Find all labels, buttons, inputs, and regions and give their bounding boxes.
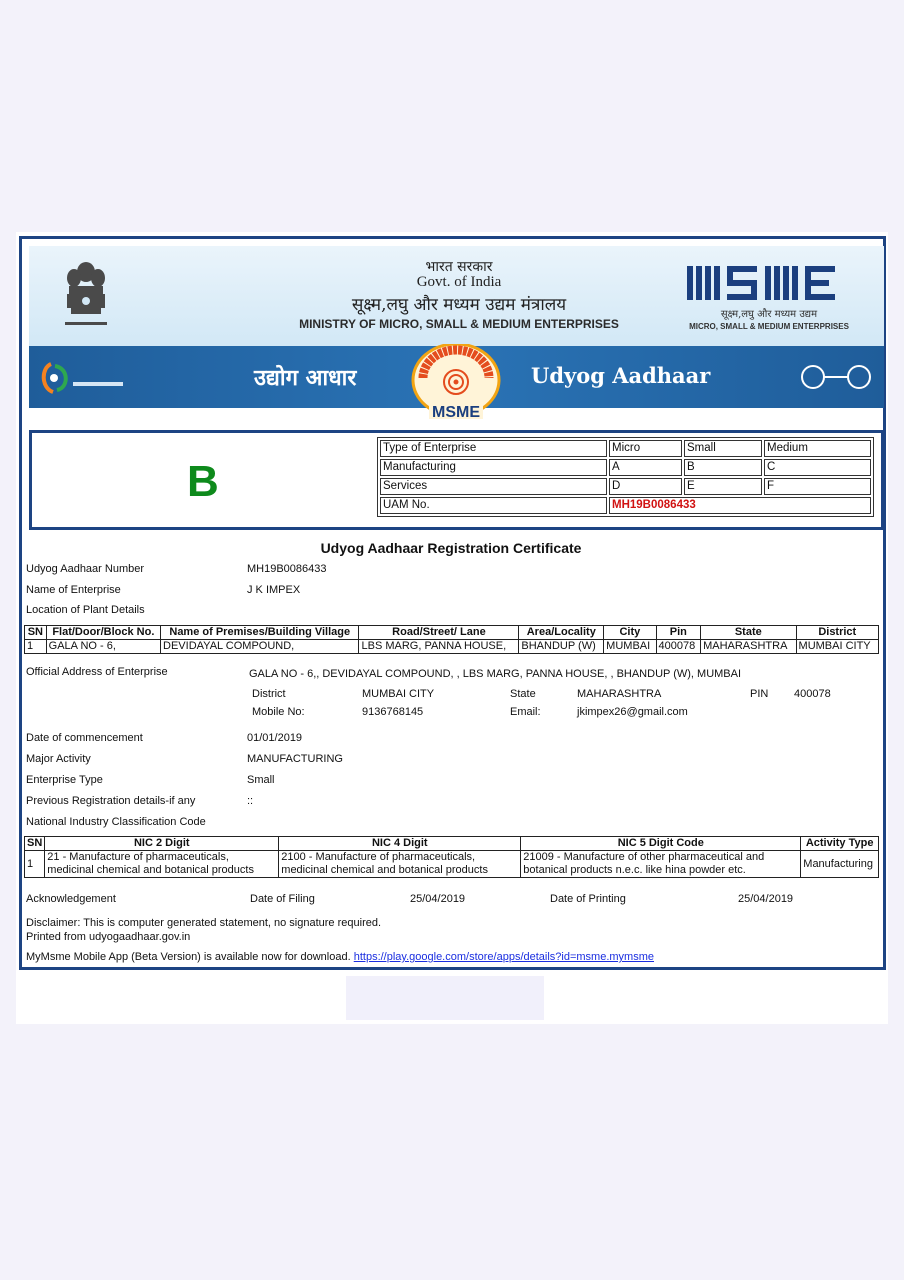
- column-header: Name of Premises/Building Village: [161, 626, 359, 640]
- printing-date-value: 25/04/2019: [738, 893, 794, 905]
- column-header: City: [604, 626, 656, 640]
- table-cell: GALA NO - 6,: [46, 640, 160, 654]
- swachh-bharat-logo-icon: [799, 360, 879, 394]
- previous-registration-label: Previous Registration details-if any: [26, 795, 196, 807]
- msme-logo-icon: [687, 266, 847, 308]
- table-cell: Manufacturing: [801, 851, 879, 878]
- official-address-value: GALA NO - 6,, DEVIDAYAL COMPOUND, , LBS MARG, PANNA HOUSE, , BHANDUP (W), MUMBAI: [249, 668, 742, 680]
- table-cell: DEVIDAYAL COMPOUND,: [161, 640, 359, 654]
- table-row: [380, 497, 871, 514]
- table-cell: MUMBAI CITY: [796, 640, 878, 654]
- commencement-value: 01/01/2019: [247, 732, 303, 744]
- table-cell: 1: [25, 851, 45, 878]
- mobile-app-link[interactable]: https://play.google.com/store/apps/details?id=msme.mymsme: [353, 951, 655, 963]
- previous-registration-value: ::: [247, 795, 254, 807]
- aadhaar-seal-icon: [409, 344, 503, 420]
- column-header: Activity Type: [801, 837, 879, 851]
- enterprise-type-table: [377, 437, 874, 517]
- table-row: [380, 440, 871, 457]
- email-label: Email:: [510, 706, 541, 718]
- mobile-app-note: [26, 951, 654, 964]
- uam-label: UAM No.: [380, 497, 607, 514]
- ministry-hindi-text: सूक्ष्म,लघु और मध्यम उद्यम मंत्रालय: [351, 295, 567, 315]
- nic-label: National Industry Classification Code: [26, 816, 206, 828]
- plant-location-table: [24, 625, 879, 654]
- table-row: [380, 459, 871, 476]
- plant-location-label: Location of Plant Details: [26, 604, 145, 616]
- table-cell: C: [764, 459, 871, 476]
- table-cell: BHANDUP (W): [519, 640, 604, 654]
- column-header: Road/Street/ Lane: [359, 626, 519, 640]
- column-header: Pin: [656, 626, 701, 640]
- table-cell: Type of Enterprise: [380, 440, 607, 457]
- table-cell: Micro: [609, 440, 682, 457]
- table-cell: Medium: [764, 440, 871, 457]
- table-cell: 400078: [656, 640, 701, 654]
- printed-from-text: Printed from udyogaadhaar.gov.in: [26, 931, 191, 943]
- table-header-row: [25, 837, 879, 851]
- enterprise-name-label: Name of Enterprise: [26, 584, 121, 596]
- svg-text:MSME: MSME: [432, 404, 480, 420]
- ministry-header: [29, 246, 884, 346]
- ministry-title: MINISTRY OF MICRO, SMALL & MEDIUM ENTERPRISES: [299, 317, 619, 331]
- aadhaar-number-value: MH19B0086433: [247, 563, 327, 575]
- table-cell: LBS MARG, PANNA HOUSE,: [359, 640, 519, 654]
- table-cell: MAHARASHTRA: [701, 640, 796, 654]
- commencement-label: Date of commencement: [26, 732, 143, 744]
- filing-date-label: Date of Filing: [250, 893, 315, 905]
- digital-india-logo-icon: [39, 358, 139, 398]
- column-header: NIC 2 Digit: [45, 837, 279, 851]
- filing-date-value: 25/04/2019: [410, 893, 466, 905]
- disclaimer-text: Disclaimer: This is computer generated statement, no signature required.: [26, 917, 382, 929]
- table-cell: B: [684, 459, 762, 476]
- email-value: jkimpex26@gmail.com: [577, 706, 688, 718]
- column-header: SN: [25, 626, 47, 640]
- msme-english-subtitle: MICRO, SMALL & MEDIUM ENTERPRISES: [689, 322, 849, 331]
- govt-english-text: Govt. of India: [416, 274, 502, 290]
- state-label: State: [510, 688, 536, 700]
- banner-english-title: Udyog Aadhaar: [531, 363, 711, 388]
- column-header: Area/Locality: [519, 626, 604, 640]
- enterprise-type-label: Enterprise Type: [26, 774, 103, 786]
- national-emblem-icon: [57, 256, 115, 336]
- msme-hindi-subtitle: सूक्ष्म,लघु और मध्यम उद्यम: [720, 309, 818, 320]
- govt-hindi-text: भारत सरकार: [425, 259, 493, 275]
- table-cell: 21009 - Manufacture of other pharmaceutical and botanical products n.e.c. like hina powder etc.: [521, 851, 801, 878]
- printing-date-label: Date of Printing: [550, 893, 626, 905]
- nic-code-table: [24, 836, 879, 878]
- table-row: [25, 851, 879, 878]
- mobile-label: Mobile No:: [252, 706, 305, 718]
- table-row: [25, 640, 879, 654]
- column-header: NIC 5 Digit Code: [521, 837, 801, 851]
- district-label: District: [252, 688, 286, 700]
- table-cell: E: [684, 478, 762, 495]
- table-cell: Small: [684, 440, 762, 457]
- certificate-title: Udyog Aadhaar Registration Certificate: [320, 540, 582, 556]
- major-activity-value: MANUFACTURING: [247, 753, 343, 765]
- table-cell: Manufacturing: [380, 459, 607, 476]
- certificate-sheet: [16, 232, 888, 1024]
- table-row: [380, 478, 871, 495]
- column-header: SN: [25, 837, 45, 851]
- table-cell: 1: [25, 640, 47, 654]
- enterprise-type-value: Small: [247, 774, 275, 786]
- banner-hindi-title: उद्योग आधार: [254, 365, 357, 391]
- column-header: Flat/Door/Block No.: [46, 626, 160, 640]
- pin-value: 400078: [794, 688, 831, 700]
- table-cell: A: [609, 459, 682, 476]
- table-cell: Services: [380, 478, 607, 495]
- category-letter: B: [187, 457, 219, 506]
- uam-number: MH19B0086433: [609, 497, 871, 514]
- table-cell: 2100 - Manufacture of pharmaceuticals, medicinal chemical and botanical products: [279, 851, 521, 878]
- column-header: State: [701, 626, 796, 640]
- table-cell: 21 - Manufacture of pharmaceuticals, medicinal chemical and botanical products: [45, 851, 279, 878]
- pin-label: PIN: [750, 688, 769, 700]
- table-cell: MUMBAI: [604, 640, 656, 654]
- mobile-app-text: MyMsme Mobile App (Beta Version) is available now for download.: [26, 951, 351, 963]
- udyog-aadhaar-banner: [29, 346, 884, 420]
- acknowledgement-label: Acknowledgement: [26, 893, 116, 905]
- table-cell: D: [609, 478, 682, 495]
- column-header: NIC 4 Digit: [279, 837, 521, 851]
- major-activity-label: Major Activity: [26, 753, 91, 765]
- bottom-strip: [346, 976, 544, 1020]
- enterprise-category-box: [29, 430, 884, 530]
- state-value: MAHARASHTRA: [577, 688, 662, 700]
- column-header: District: [796, 626, 878, 640]
- district-value: MUMBAI CITY: [362, 688, 435, 700]
- table-cell: F: [764, 478, 871, 495]
- mobile-value: 9136768145: [362, 706, 424, 718]
- table-header-row: [25, 626, 879, 640]
- official-address-label: Official Address of Enterprise: [26, 666, 168, 678]
- aadhaar-number-label: Udyog Aadhaar Number: [26, 563, 145, 575]
- enterprise-name-value: J K IMPEX: [247, 584, 301, 596]
